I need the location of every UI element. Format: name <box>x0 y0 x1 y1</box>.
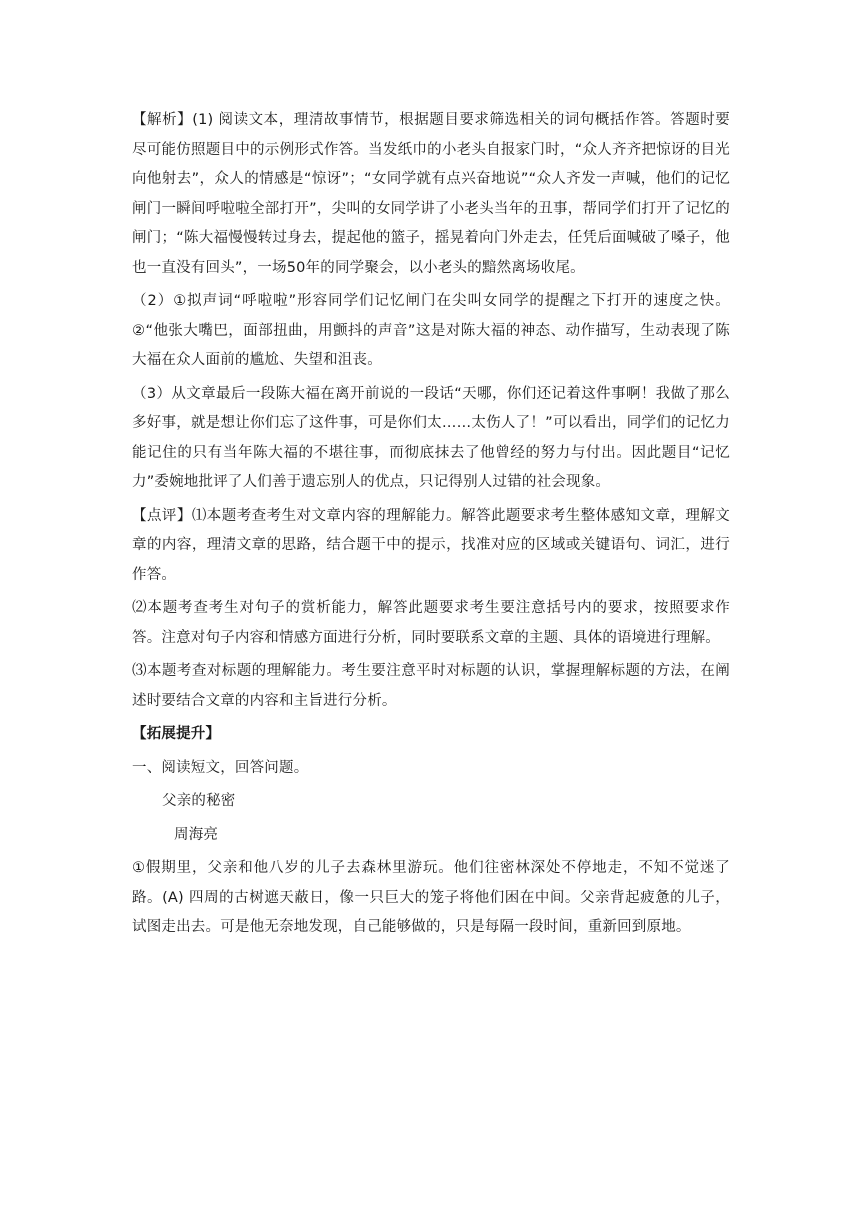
story-author: 周海亮 <box>174 826 219 843</box>
comment-paragraph-1: 【点评】⑴本题考查考生对文章内容的理解能力。解答此题要求考生整体感知文章，理解文章的内容，理清文章的思路，结合题干中的提示，找准对应的区域或关键语句、词汇，进行作答。 <box>132 507 730 583</box>
story-paragraph-1: ①假期里，父亲和他八岁的儿子去森林里游玩。他们往密林深处不停地走，不知不觉迷了路。(A) 四周的古树遮天蔽日，像一只巨大的笼子将他们困在中间。父亲背起疲惫的儿子，试图走出去。可是他无奈地发现，自己能够做的，只是每隔一段时间，重新回到原地。 <box>132 860 730 935</box>
comment-paragraph-3: ⑶本题考查对标题的理解能力。考生要注意平时对标题的认识，掌握理解标题的方法，在阐述时要结合文章的内容和主旨进行分析。 <box>132 663 730 709</box>
story-title: 父亲的秘密 <box>162 793 236 809</box>
analysis-paragraph-3: （3）从文章最后一段陈大福在离开前说的一段话“天哪，你们还记着这件事啊！我做了那么多好事，就是想让你们忘了这件事，可是你们太……太伤人了！”可以看出，同学们的记忆力能记住的只有当年陈大福的不堪往事，而彻底抹去了他曾经的努力与付出。因此题目“记忆力”委婉地批评了人们善于遗忘别人的优点，只记得别人过错的社会现象。 <box>132 385 730 490</box>
analysis-paragraph-1: 【解析】(1) 阅读文本，理清故事情节，根据题目要求筛选相关的词句概括作答。答题时要尽可能仿照题目中的示例形式作答。当发纸巾的小老头自报家门时，“众人齐齐把惊讶的目光向他射去”，众人的情感是“惊讶”；“女同学就有点兴奋地说”“众人齐发一声喊，他们的记忆闸门一瞬间呼啦啦全部打开”，尖叫的女同学讲了小老头当年的丑事，帮同学们打开了记忆的闸门；“陈大福慢慢转过身去，提起他的篮子，摇晃着向门外走去，任凭后面喊破了嗓子，他也一直没有回头”，一场50年的同学聚会，以小老头的黯然离场收尾。 <box>132 112 730 276</box>
comment-paragraph-2: ⑵本题考查考生对句子的赏析能力，解答此题要求考生要注意括号内的要求，按照要求作答。注意对句子内容和情感方面进行分析，同时要联系文章的主题、具体的语境进行理解。 <box>132 600 730 646</box>
document-page <box>132 106 730 947</box>
question-instruction: 一、阅读短文，回答问题。 <box>132 759 309 776</box>
extension-heading: 【拓展提升】 <box>132 726 221 742</box>
analysis-paragraph-2: （2）①拟声词“呼啦啦”形容同学们记忆闸门在尖叫女同学的提醒之下打开的速度之快。②“他张大嘴巴，面部扭曲，用颤抖的声音”这是对陈大福的神态、动作描写，生动表现了陈大福在众人面前的尴尬、失望和沮丧。 <box>132 293 730 368</box>
